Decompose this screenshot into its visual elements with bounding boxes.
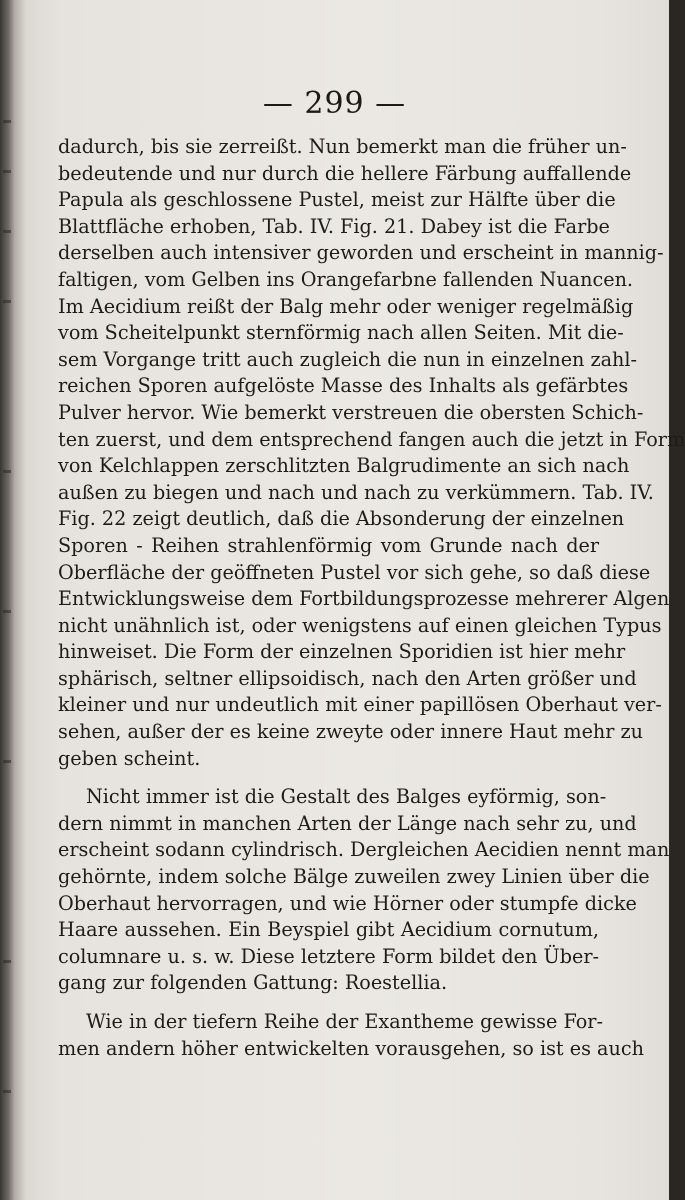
paragraph-gap bbox=[58, 772, 599, 784]
text-line: Im Aecidium reißt der Balg mehr oder weniger regelmäßig bbox=[58, 294, 634, 318]
text-line: Haare aussehen. Ein Beyspiel gibt Aecidium cornutum, bbox=[58, 918, 599, 942]
text-line: von Kelchlappen zerschlitzten Balgrudimente an sich nach bbox=[58, 454, 630, 478]
spine-mark bbox=[3, 300, 11, 303]
text-line: Sporen - Reihen strahlenförmig vom Grunde nach der bbox=[58, 533, 599, 557]
text-line: Wie in der tiefern Reihe der Exantheme gewisse For- bbox=[86, 1010, 603, 1033]
text-line: erscheint sodann cylindrisch. Dergleichen Aecidien nennt man bbox=[58, 838, 670, 862]
text-line: Pulver hervor. Wie bemerkt verstreuen die obersten Schich- bbox=[58, 400, 644, 424]
book-spine bbox=[0, 0, 14, 1200]
text-line: Fig. 22 zeigt deutlich, daß die Absonderung der einzelnen bbox=[58, 507, 625, 531]
text-line: Oberfläche der geöffneten Pustel vor sich gehe, so daß diese bbox=[58, 560, 651, 584]
text-line: vom Scheitelpunkt sternförmig nach allen Seiten. Mit die- bbox=[58, 321, 624, 345]
spine-mark bbox=[3, 610, 11, 613]
text-line: kleiner und nur undeutlich mit einer papillösen Oberhaut ver- bbox=[58, 693, 662, 717]
text-line: derselben auch intensiver geworden und erscheint in mannig- bbox=[58, 241, 664, 265]
text-line: gang zur folgenden Gattung: Roestellia. bbox=[58, 971, 448, 995]
text-line: außen zu biegen und nach und nach zu verkümmern. Tab. IV. bbox=[58, 480, 654, 504]
paragraph bbox=[58, 1009, 644, 1062]
text-line: reichen Sporen aufgelöste Masse des Inhalts als gefärbtes bbox=[58, 374, 629, 398]
text-line: Oberhaut hervorragen, und wie Hörner oder stumpfe dicke bbox=[58, 891, 637, 915]
text-line: sem Vorgange tritt auch zugleich die nun in einzelnen zahl- bbox=[58, 347, 638, 371]
text-line: Blattfläche erhoben, Tab. IV. Fig. 21. Dabey ist die Farbe bbox=[58, 214, 610, 238]
text-line: nicht unähnlich ist, oder wenigstens auf einen gleichen Typus bbox=[58, 613, 662, 637]
text-line: hinweiset. Die Form der einzelnen Sporidien ist hier mehr bbox=[58, 640, 626, 664]
text-line: dern nimmt in manchen Arten der Länge nach sehr zu, und bbox=[58, 811, 637, 835]
page-number-header: — 299 — bbox=[262, 86, 407, 121]
spine-mark bbox=[3, 470, 11, 473]
text-line: sphärisch, seltner ellipsoidisch, nach den Arten größer und bbox=[58, 666, 637, 690]
paragraph bbox=[58, 134, 685, 772]
spine-mark bbox=[3, 960, 11, 963]
spine-mark bbox=[3, 1090, 11, 1093]
text-line: men andern höher entwickelten vorausgehen, so ist es auch bbox=[58, 1036, 644, 1060]
text-line: dadurch, bis sie zerreißt. Nun bemerkt man die früher un- bbox=[58, 135, 627, 158]
spine-mark bbox=[3, 760, 11, 763]
paragraph bbox=[58, 784, 670, 997]
paragraph-gap bbox=[58, 997, 599, 1009]
text-line: ten zuerst, und dem entsprechend fangen auch die jetzt in Form bbox=[58, 427, 685, 451]
text-line: Entwicklungsweise dem Fortbildungsprozesse mehrerer Algen bbox=[58, 587, 670, 611]
text-line: columnare u. s. w. Diese letztere Form bildet den Über- bbox=[58, 944, 599, 968]
text-line: geben scheint. bbox=[58, 746, 201, 770]
text-line: Papula als geschlossene Pustel, meist zur Hälfte über die bbox=[58, 188, 616, 212]
text-line: sehen, außer der es keine zweyte oder innere Haut mehr zu bbox=[58, 720, 644, 744]
text-line: gehörnte, indem solche Bälge zuweilen zwey Linien über die bbox=[58, 865, 650, 889]
text-line: faltigen, vom Gelben ins Orangefarbne fallenden Nuancen. bbox=[58, 267, 634, 291]
text-line: bedeutende und nur durch die hellere Färbung auffallende bbox=[58, 161, 632, 185]
spine-mark bbox=[3, 230, 11, 233]
spine-mark bbox=[3, 170, 11, 173]
body-text bbox=[58, 134, 685, 1062]
text-line: Nicht immer ist die Gestalt des Balges eyförmig, son- bbox=[86, 785, 607, 809]
